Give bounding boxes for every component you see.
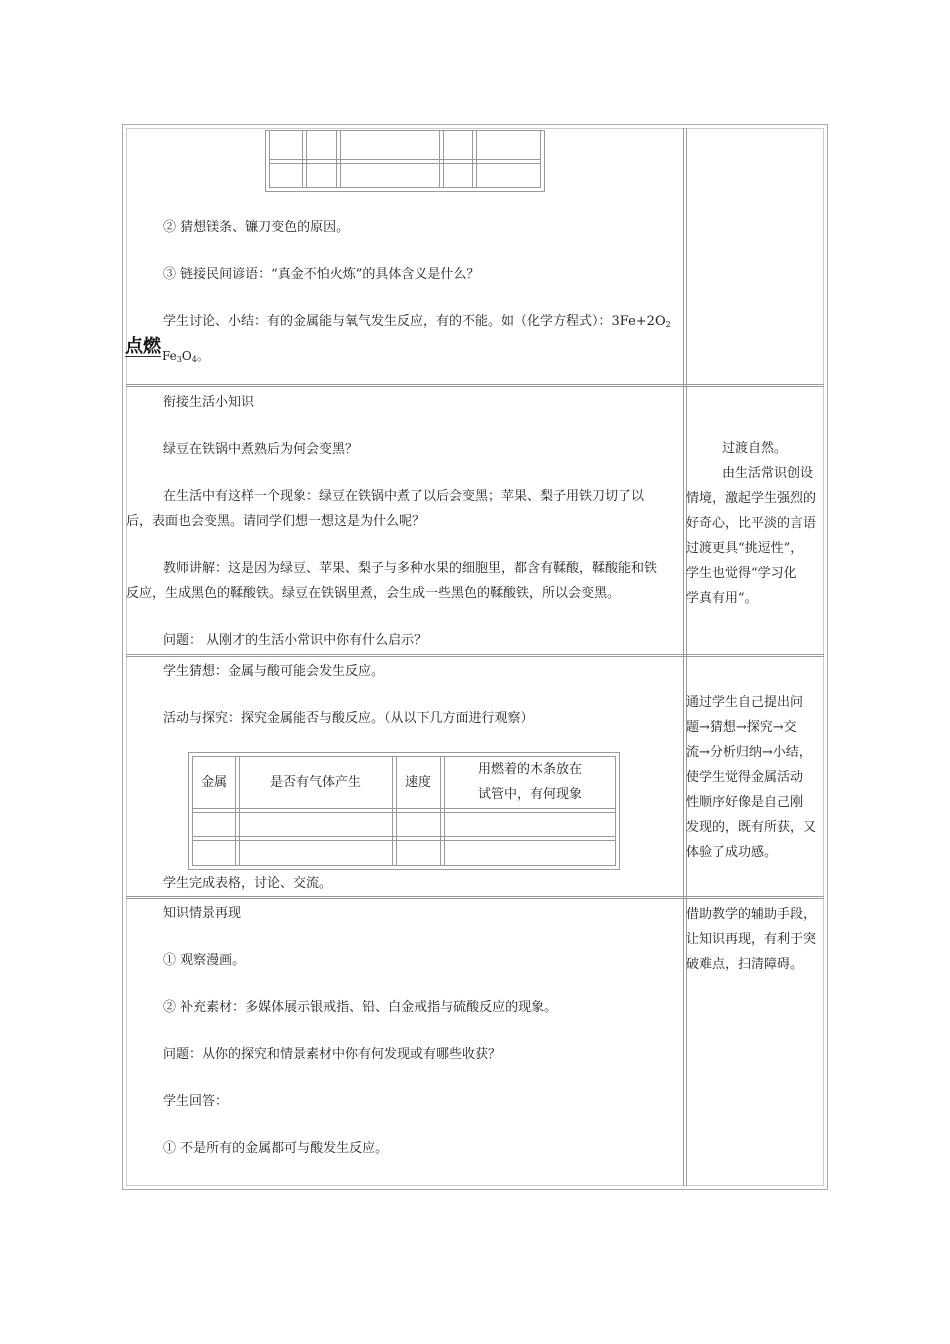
product-sub1: 3 <box>176 355 182 364</box>
metal-acid-table <box>188 752 620 870</box>
s2-side-line4: 好奇心，比平淡的言语 <box>686 516 817 531</box>
s3-side-line4: 使学生觉得金属活动 <box>686 770 804 785</box>
s1-summary-sub: 2 <box>665 320 671 329</box>
s4-heading: 知识情景再现 <box>163 906 242 921</box>
s3-complete: 学生完成表格，讨论、交流。 <box>163 876 333 891</box>
s3-side-line3: 流→分析归纳→小结， <box>686 745 812 760</box>
row-divider-1 <box>126 384 824 387</box>
row-divider-2 <box>126 654 824 657</box>
s2-question: 绿豆在铁锅中煮熟后为何会变黑？ <box>163 442 359 457</box>
s2-para2-line1: 教师讲解：这是因为绿豆、苹果、梨子与多种水果的细胞里，都含有鞣酸，鞣酸能和铁 <box>163 561 658 576</box>
s4-ask: 问题：从你的探究和情景素材中你有何发现或有哪些收获？ <box>163 1047 502 1062</box>
th-phenomenon-line1: 用燃着的木条放在 <box>477 762 582 777</box>
s2-para1-line1: 在生活中有这样一个现象：绿豆在铁锅中煮了以后会变黑；苹果、梨子用铁刀切了以 <box>163 489 645 504</box>
s2-para2-line2: 反应，生成黑色的鞣酸铁。绿豆在铁锅里煮，会生成一些黑色的鞣酸铁，所以会变黑。 <box>126 586 621 601</box>
s2-para1-line2: 后，表面也会变黑。请同学们想一想这是为什么呢？ <box>126 514 426 529</box>
product-fe: Fe <box>162 349 177 363</box>
s2-side-line6: 学生也觉得“学习化 <box>686 566 797 581</box>
product-o: O <box>181 349 192 363</box>
row-divider-3 <box>126 896 824 899</box>
s1-summary-text: 学生讨论、小结：有的金属能与氧气发生反应，有的不能。如（化学方程式）：3Fe+2O <box>163 314 666 329</box>
s3-guess: 学生猜想：金属与酸可能会发生反应。 <box>163 664 385 679</box>
s4-item1: ① 观察漫画。 <box>163 953 246 968</box>
s3-activity: 活动与探究：探究金属能否与酸反应。（从以下几方面进行观察） <box>163 711 534 726</box>
th-phenomenon-line2: 试管中，有何现象 <box>477 787 582 802</box>
s2-heading: 衔接生活小知识 <box>163 395 255 410</box>
reaction-arrow-line <box>125 356 161 357</box>
top-small-table-v2 <box>336 131 341 188</box>
s4-side-line3: 破难点，扫清障碍。 <box>686 957 804 972</box>
product-sub2: 4 <box>191 355 197 364</box>
s1-product-line <box>162 347 209 369</box>
s2-side-line2: 由生活常识创设 <box>722 466 814 481</box>
s3-side-line6: 发现的，既有所获，又 <box>686 820 817 835</box>
s4-item2: ② 补充素材：多媒体展示银戒指、铅、白金戒指与硫酸反应的现象。 <box>163 1000 558 1015</box>
top-small-table-v1 <box>302 131 307 188</box>
top-small-table-v3 <box>439 131 444 188</box>
s3-side-line5: 性顺序好像是自己刚 <box>686 795 804 810</box>
s2-side-line3: 情境，激起学生强烈的 <box>686 491 817 506</box>
top-small-table-v4 <box>472 131 477 188</box>
s1-proverb-line: ③ 链接民间谚语：“真金不怕火炼”的具体含义是什么？ <box>163 267 480 282</box>
th-speed: 速度 <box>404 775 431 790</box>
s3-side-line7: 体验了成功感。 <box>686 845 778 860</box>
s1-guess-line: ② 猜想镁条、镰刀变色的原因。 <box>163 220 350 235</box>
th-metal: 金属 <box>200 775 227 790</box>
top-small-table <box>265 130 545 192</box>
s2-side-line1: 过渡自然。 <box>722 441 788 456</box>
metal-acid-table-h1 <box>192 808 616 813</box>
ignite-label: 点燃 <box>125 336 161 357</box>
outer-table-inner-frame <box>126 128 824 1186</box>
s3-side-line1: 通过学生自己提出问 <box>686 695 804 710</box>
top-small-table-hline <box>269 159 541 164</box>
s2-side-line7: 学真有用”。 <box>686 591 758 606</box>
s2-side-line5: 过渡更具“挑逗性”， <box>686 541 804 556</box>
column-divider <box>683 128 687 1186</box>
s1-summary-line <box>163 313 671 334</box>
s4-answer: 学生回答： <box>163 1094 229 1109</box>
metal-acid-table-h2 <box>192 836 616 841</box>
s2-ask: 问题： 从刚才的生活小常识中你有什么启示？ <box>163 633 428 648</box>
product-end: 。 <box>196 349 209 363</box>
s4-side-line2: 让知识再现，有利于突 <box>686 932 817 947</box>
th-gas: 是否有气体产生 <box>269 775 361 790</box>
s4-side-line1: 借助教学的辅助手段， <box>686 907 817 922</box>
s3-side-line2: 题→猜想→探究→交 <box>686 720 797 735</box>
s4-answer1: ① 不是所有的金属都可与酸发生反应。 <box>163 1141 389 1156</box>
